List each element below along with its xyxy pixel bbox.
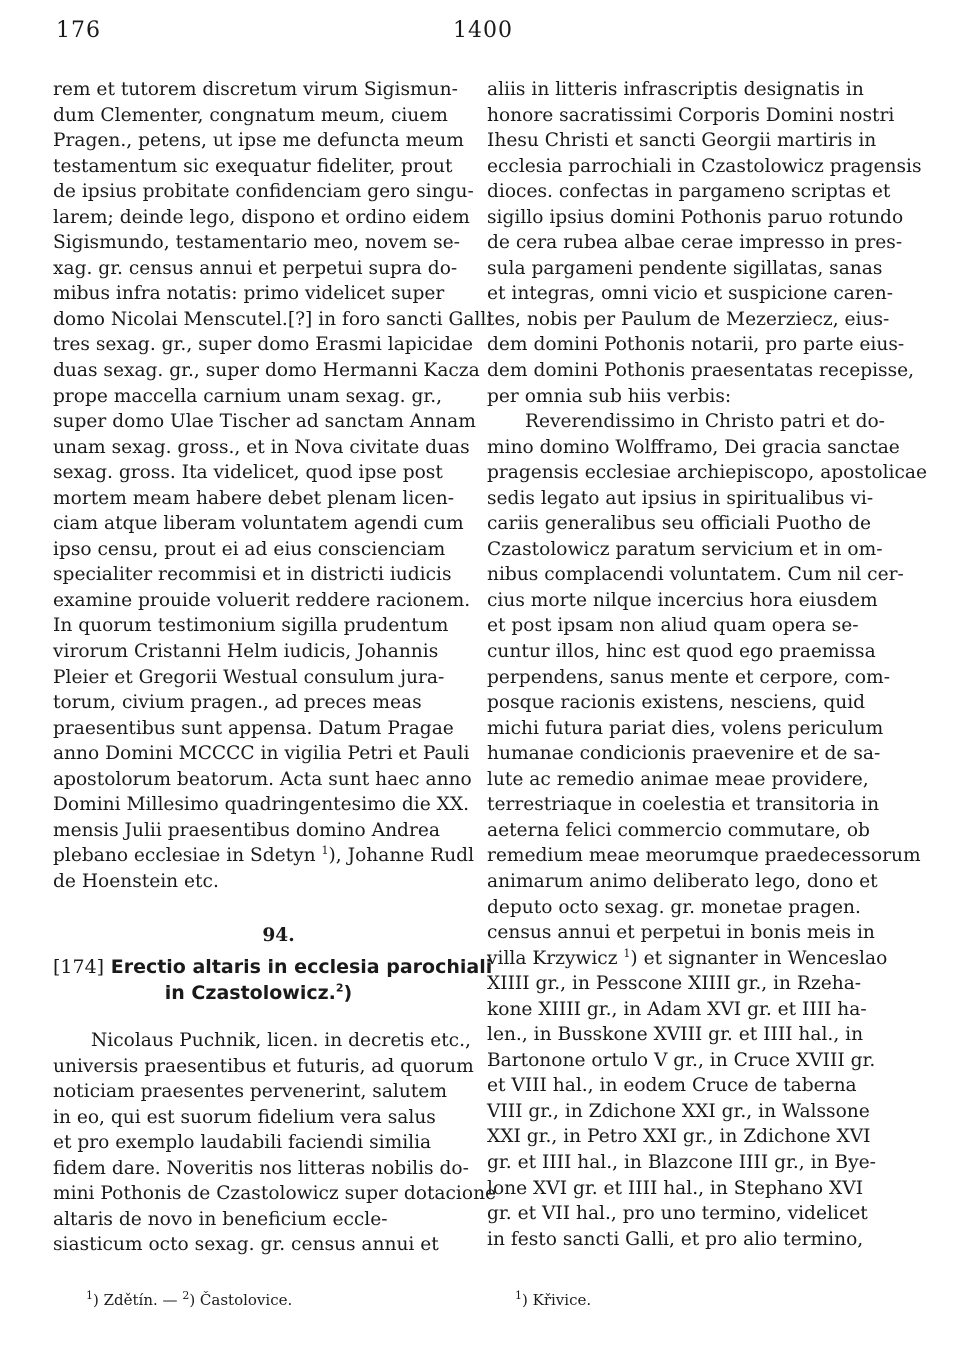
- text-line: rem et tutorem discretum virum Sigismun-: [53, 79, 458, 100]
- text-line: Domini Millesimo quadringentesimo die XX.: [53, 794, 470, 816]
- text-line: per omnia sub hiis verbis:: [487, 385, 732, 407]
- text-line: sedis legato aut ipsius in spiritualibus vi-: [487, 487, 874, 509]
- text-line: torum, civium pragen., ad preces meas: [53, 692, 422, 714]
- running-header-year: 1400: [453, 18, 513, 43]
- text-line: mino domino Wolfframo, Dei gracia sanctae: [487, 436, 900, 458]
- text-line: tes, nobis per Paulum de Mezerziecz, eius-: [487, 308, 890, 330]
- section-number: 94.: [262, 924, 295, 946]
- section-heading: [53, 954, 493, 1006]
- text-line: Reverendissimo in Christo patri et do-: [525, 411, 885, 433]
- text-line: et VIII hal., in eodem Cruce de taberna: [487, 1075, 857, 1097]
- heading-text-close: ): [343, 982, 353, 1005]
- text-line: cariis generalibus seu officiali Puotho de: [487, 513, 871, 535]
- text-line: sexag. gross. Ita videlicet, quod ipse post: [53, 462, 443, 484]
- text-line: ciam atque liberam voluntatem agendi cum: [53, 513, 464, 535]
- text-line: praesentibus sunt appensa. Datum Pragae: [53, 717, 454, 739]
- text-line: Pleier et Gregorii Westual consulum jura-: [53, 666, 445, 688]
- footnote-ref: 2: [335, 981, 344, 995]
- text-line: gr. et IIII hal., in Blazcone IIII gr., in Bye-: [487, 1151, 876, 1173]
- text-line: terrestriaque in coelestia et transitoria in: [487, 794, 880, 816]
- charter-paragraph: [53, 1028, 497, 1258]
- text-line-end: ), Johanne Rudl: [328, 845, 475, 867]
- text-line: specialiter recommisi et in districti iudicis: [53, 564, 452, 586]
- text-line: animarum animo deliberato lego, dono et: [487, 870, 878, 892]
- text-line: de cera rubea albae cerae impresso in pres-: [487, 232, 903, 254]
- text-line: aeterna felici commercio commutare, ob: [487, 819, 870, 841]
- page-number: 176: [56, 18, 101, 43]
- text-line: census annui et perpetui in bonis meis in: [487, 922, 875, 944]
- heading-text: in Czastolowicz.: [164, 982, 336, 1005]
- right-column: [487, 77, 927, 1252]
- footnote-text: ) Zdětín. —: [93, 1291, 183, 1309]
- text-line: tres sexag. gr., super domo Erasmi lapicidae: [53, 334, 474, 356]
- text-line-end: ) et signanter in Wenceslao: [630, 947, 888, 969]
- text-line: mibus infra notatis: primo videlicet super: [53, 283, 445, 305]
- charter-paragraph-continued: [487, 77, 922, 409]
- text-line: fidem dare. Noveritis nos litteras nobilis do-: [53, 1157, 469, 1179]
- text-line: de ipsius probitate confidenciam gero singu-: [53, 181, 474, 203]
- heading-line: [53, 954, 493, 980]
- text-line: Bartonone ortulo V gr., in Cruce XVIII gr.: [487, 1049, 876, 1071]
- text-line: lute ac remedio animae meae providere,: [487, 768, 869, 790]
- text-line: unam sexag. gross., et in Nova civitate duas: [53, 436, 470, 458]
- footnote-number: 1: [86, 1289, 93, 1302]
- footnotes-right: [515, 1290, 591, 1310]
- footnote-ref: 1: [623, 946, 631, 960]
- left-column: [53, 77, 497, 1258]
- text-line: remedium meae meorumque praedecessorum: [487, 845, 921, 867]
- text-line: duas sexag. gr., super domo Hermanni Kacza: [53, 360, 480, 382]
- text-line: XIIII gr., in Pesscone XIIII gr., in Rzeha-: [487, 973, 862, 995]
- footnote-number: 2: [182, 1289, 190, 1302]
- text-line: dem domini Pothonis notarii, pro parte eius-: [487, 334, 905, 356]
- text-line: ipso censu, prout ei ad eius conscienciam: [53, 538, 446, 560]
- text-line: ecclesia parrochiali in Czastolowicz pragensis: [487, 155, 922, 177]
- text-line: Czastolowicz paratum servicium et in om-: [487, 538, 883, 560]
- text-line: michi futura pariat dies, volens periculum: [487, 717, 884, 739]
- text-line: kone XIIII gr., in Adam XVI gr. et IIII ha-: [487, 998, 867, 1020]
- text-line: In quorum testimonium sigilla prudentum: [53, 615, 449, 637]
- text-line: dem domini Pothonis praesentatas recepisse,: [487, 360, 915, 382]
- text-line: Sigismundo, testamentario meo, novem se-: [53, 232, 460, 254]
- text-line: posque racionis existens, nesciens, quid: [487, 692, 866, 714]
- footnote-text: ) Křivice.: [522, 1291, 592, 1309]
- text-line: Ihesu Christi et sancti Georgii martiris in: [487, 130, 877, 152]
- text-line: cius morte nilque incercius hora eiusdem: [487, 589, 878, 611]
- text-line: honore sacratissimi Corporis Domini nostri: [487, 104, 895, 126]
- text-line: in festo sancti Galli, et pro alio termino,: [487, 1228, 864, 1250]
- text-line: XXI gr., in Petro XXI gr., in Zdichone XVI: [487, 1126, 871, 1148]
- text-line: et integras, omni vicio et suspicione caren-: [487, 283, 893, 305]
- footnotes-left: [86, 1290, 292, 1310]
- testament-paragraph: [487, 409, 927, 1252]
- text-line: prope maccella carnium unam sexag. gr.,: [53, 385, 443, 407]
- text-line: et post ipsam non aliud quam opera se-: [487, 615, 859, 637]
- text-line: VIII gr., in Zdichone XXI gr., in Walssone: [487, 1100, 870, 1122]
- text-line: cuntur illos, hinc est quod ego praemissa: [487, 641, 876, 663]
- text-line: gr. et VII hal., pro uno termino, videlicet: [487, 1203, 868, 1225]
- text-line: virorum Cristanni Helm iudicis, Johannis: [53, 641, 439, 663]
- text-line: Pragen., petens, ut ipse me defuncta meum: [53, 130, 464, 152]
- text-line: [53, 843, 475, 869]
- footnote-ref: 1: [321, 844, 329, 858]
- text-line: sula pargameni pendente sigillatas, sanas: [487, 257, 883, 279]
- footnote-number: 1: [515, 1289, 522, 1302]
- text-line: mortem meam habere debet plenam licen-: [53, 487, 454, 509]
- text-line: examine prouide voluerit reddere racionem.: [53, 589, 471, 611]
- text-line: et pro exemplo laudabili faciendi similia: [53, 1132, 432, 1154]
- text-line: de Hoenstein etc.: [53, 870, 219, 892]
- text-line: mensis Julii praesentibus domino Andrea: [53, 819, 440, 841]
- text-line: Nicolaus Puchnik, licen. in decretis etc.,: [91, 1030, 471, 1052]
- text-line: apostolorum beatorum. Acta sunt haec anno: [53, 768, 472, 790]
- text-line: perpendens, sanus mente et cerpore, com-: [487, 666, 890, 688]
- document-continuation-paragraph: [53, 77, 493, 895]
- text-line: pragensis ecclesiae archiepiscopo, apostolicae: [487, 462, 927, 484]
- text-line: nibus complacendi voluntatem. Cum nil cer-: [487, 564, 904, 586]
- text-line: sigillo ipsius domini Pothonis paruo rotundo: [487, 206, 904, 228]
- heading-text: Erectio altaris in ecclesia parochiali: [110, 956, 493, 979]
- text-line-start: plebano ecclesiae in Sdetyn: [53, 845, 316, 867]
- text-line: anno Domini MCCCC in vigilia Petri et Pauli: [53, 743, 470, 765]
- heading-page-marker: [174]: [53, 956, 105, 979]
- heading-line: [53, 980, 464, 1006]
- text-line: noticiam praesentes pervenerint, salutem: [53, 1081, 447, 1103]
- text-line: xag. gr. census annui et perpetui supra do-: [53, 257, 458, 279]
- text-line: aliis in litteris infrascriptis designatis in: [487, 79, 864, 100]
- text-line: larem; deinde lego, dispono et ordino eidem: [53, 206, 470, 228]
- text-line: humanae condicionis praevenire et de sa-: [487, 743, 881, 765]
- text-line: dioces. confectas in pargameno scriptas et: [487, 181, 891, 203]
- text-line: dum Clementer, congnatum meum, ciuem: [53, 104, 448, 126]
- text-line: siasticum octo sexag. gr. census annui et: [53, 1234, 439, 1256]
- text-line: in eo, qui est suorum fidelium vera salus: [53, 1106, 436, 1128]
- text-line: deputo octo sexag. gr. monetae pragen.: [487, 896, 861, 918]
- text-line: super domo Ulae Tischer ad sanctam Annam: [53, 411, 476, 433]
- text-line: len., in Busskone XVIII gr. et IIII hal., in: [487, 1024, 864, 1046]
- text-line: [487, 946, 899, 972]
- text-line: lone XVI gr. et IIII hal., in Stephano XVI: [487, 1177, 864, 1199]
- footnote-text: ) Častolovice.: [189, 1291, 293, 1309]
- text-line: altaris de novo in beneficium eccle-: [53, 1208, 388, 1230]
- text-line: testamentum sic exequatur fideliter, prout: [53, 155, 453, 177]
- text-line: domo Nicolai Menscutel.[?] in foro sancti Galli: [53, 308, 493, 330]
- text-line: mini Pothonis de Czastolowicz super dotacione: [53, 1183, 497, 1205]
- text-line-start: villa Krzywicz: [487, 947, 618, 969]
- text-line: universis praesentibus et futuris, ad quorum: [53, 1055, 474, 1077]
